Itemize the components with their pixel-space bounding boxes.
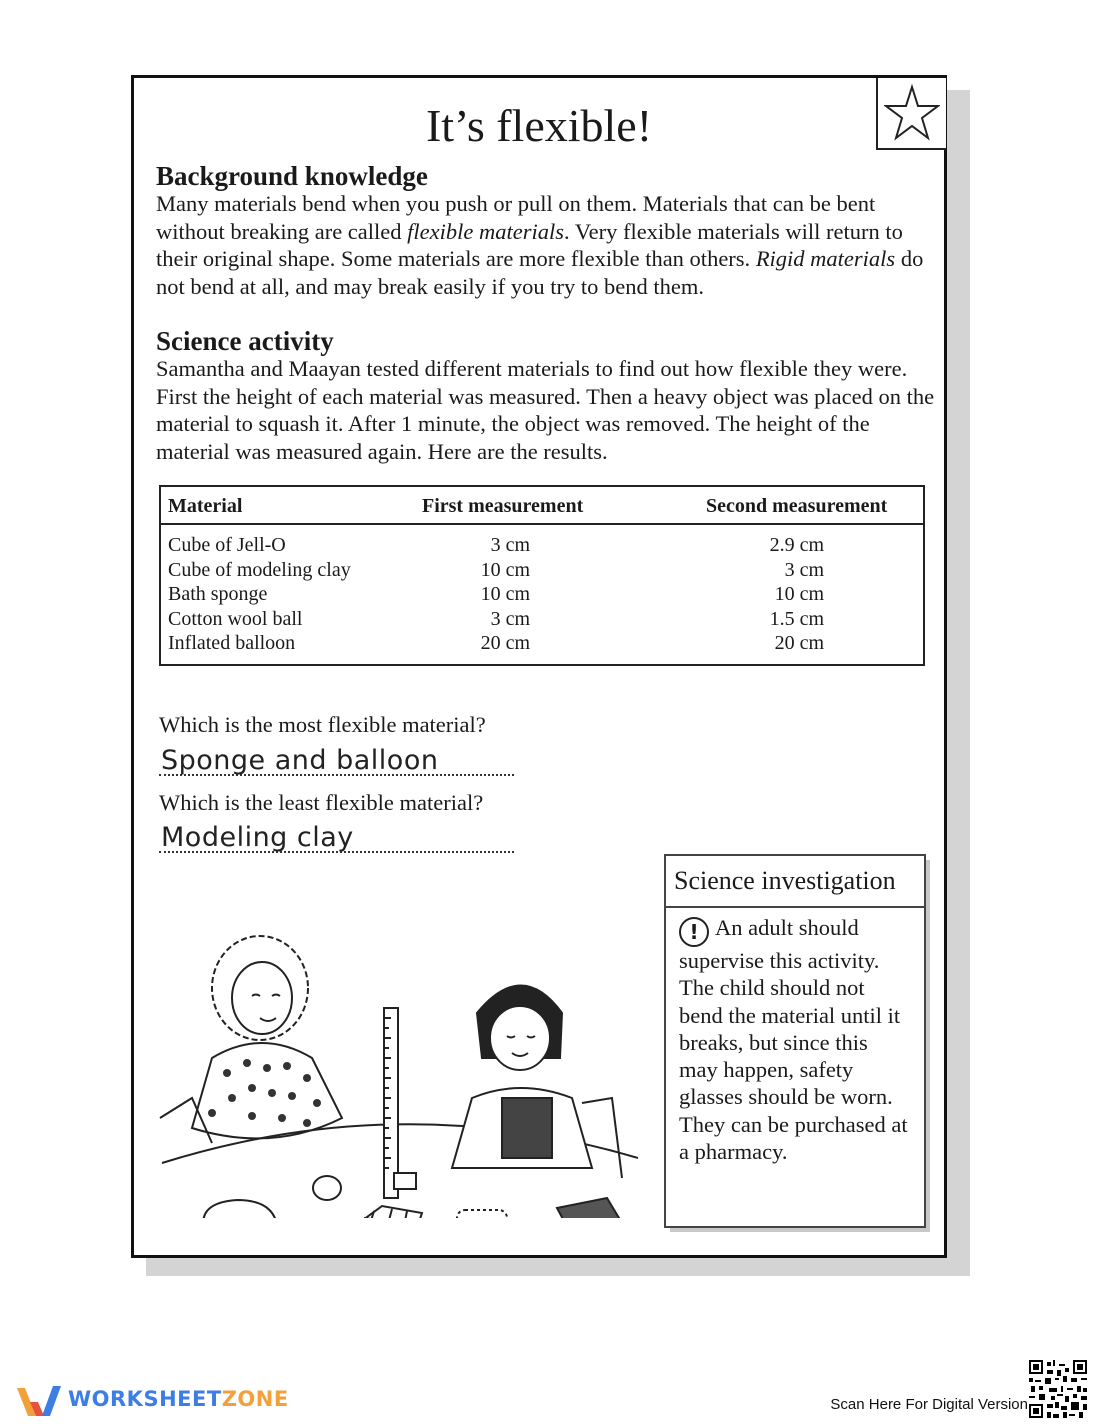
term-rigid-materials: Rigid materials bbox=[755, 246, 896, 271]
answer-least-flexible-field[interactable] bbox=[159, 815, 514, 853]
brand-part-1: WORKSHEET bbox=[68, 1387, 222, 1411]
cell-second: 10 cm bbox=[774, 583, 824, 605]
question-least-flexible: Which is the least flexible material? bbox=[159, 790, 484, 815]
activity-heading: Science activity bbox=[156, 326, 334, 356]
background-text-1: Many materials bend when you push or pull on them. Materials that can be bent without breaking are called bbox=[156, 191, 876, 244]
cell-first: 10 cm bbox=[480, 583, 530, 605]
investigation-text-block bbox=[666, 908, 924, 1165]
table-row bbox=[160, 558, 924, 583]
answer-least-flexible: Modeling clay bbox=[161, 822, 354, 853]
worksheetzone-logo-icon bbox=[14, 1382, 64, 1420]
table-header-row bbox=[160, 486, 924, 524]
term-flexible-materials: flexible materials bbox=[407, 218, 564, 244]
table-row bbox=[160, 582, 924, 607]
cell-second: 3 cm bbox=[784, 558, 824, 581]
activity-paragraph: Samantha and Maayan tested different materials to find out how flexible they were. First the height of each material was measured. Then a heavy object was placed on the material to squash it. After 1 minute, the object was removed. The height of the material was measured again. Here are the results. bbox=[156, 356, 935, 464]
qr-code-icon[interactable] bbox=[1029, 1360, 1087, 1418]
answer-most-flexible-field[interactable] bbox=[159, 738, 514, 776]
table-row bbox=[160, 631, 924, 665]
cell-material: Cotton wool ball bbox=[168, 607, 303, 630]
cell-first: 3 cm bbox=[490, 534, 530, 556]
cell-first: 3 cm bbox=[490, 607, 530, 630]
brand-part-2: ZONE bbox=[221, 1387, 289, 1411]
header-first-measurement: First measurement bbox=[415, 486, 699, 524]
cell-first: 20 cm bbox=[480, 632, 530, 654]
brand-name bbox=[68, 1387, 289, 1411]
cell-first: 10 cm bbox=[480, 558, 530, 581]
results-table bbox=[159, 485, 925, 666]
worksheet-page bbox=[131, 75, 947, 1258]
background-heading: Background knowledge bbox=[156, 161, 428, 191]
investigation-text: An adult should supervise this activity. The child should not bend the material until it breaks, but since this may happen, safety glasses should be worn. They can be purchased at a pharmacy. bbox=[679, 915, 908, 1165]
cell-material: Inflated balloon bbox=[168, 632, 296, 654]
question-most-flexible: Which is the most flexible material? bbox=[159, 712, 486, 737]
warning-icon: ! bbox=[679, 917, 709, 947]
scan-text: Scan Here For Digital Version bbox=[830, 1396, 1028, 1413]
cell-material: Bath sponge bbox=[168, 583, 268, 605]
answer-most-flexible: Sponge and balloon bbox=[161, 745, 439, 776]
background-text-2: . Very flexible materials will return to their original shape. Some materials are more flexible than others. bbox=[156, 218, 903, 271]
background-text-3: do not bend at all, and may break easily if you try to bend them. bbox=[156, 246, 924, 299]
table-row bbox=[160, 607, 924, 632]
cell-material: Cube of modeling clay bbox=[168, 558, 351, 581]
table-row bbox=[160, 524, 924, 558]
header-second-measurement: Second measurement bbox=[699, 486, 924, 524]
investigation-title: Science investigation bbox=[666, 856, 924, 908]
page-title: It’s flexible! bbox=[425, 100, 653, 151]
cell-second: 1.5 cm bbox=[769, 607, 824, 630]
header-material: Material bbox=[160, 486, 415, 524]
children-illustration bbox=[152, 918, 652, 1218]
background-paragraph bbox=[156, 190, 936, 300]
cell-second: 2.9 cm bbox=[769, 534, 824, 556]
science-investigation-box bbox=[664, 854, 926, 1228]
cell-second: 20 cm bbox=[774, 632, 824, 654]
cell-material: Cube of Jell-O bbox=[168, 534, 286, 556]
